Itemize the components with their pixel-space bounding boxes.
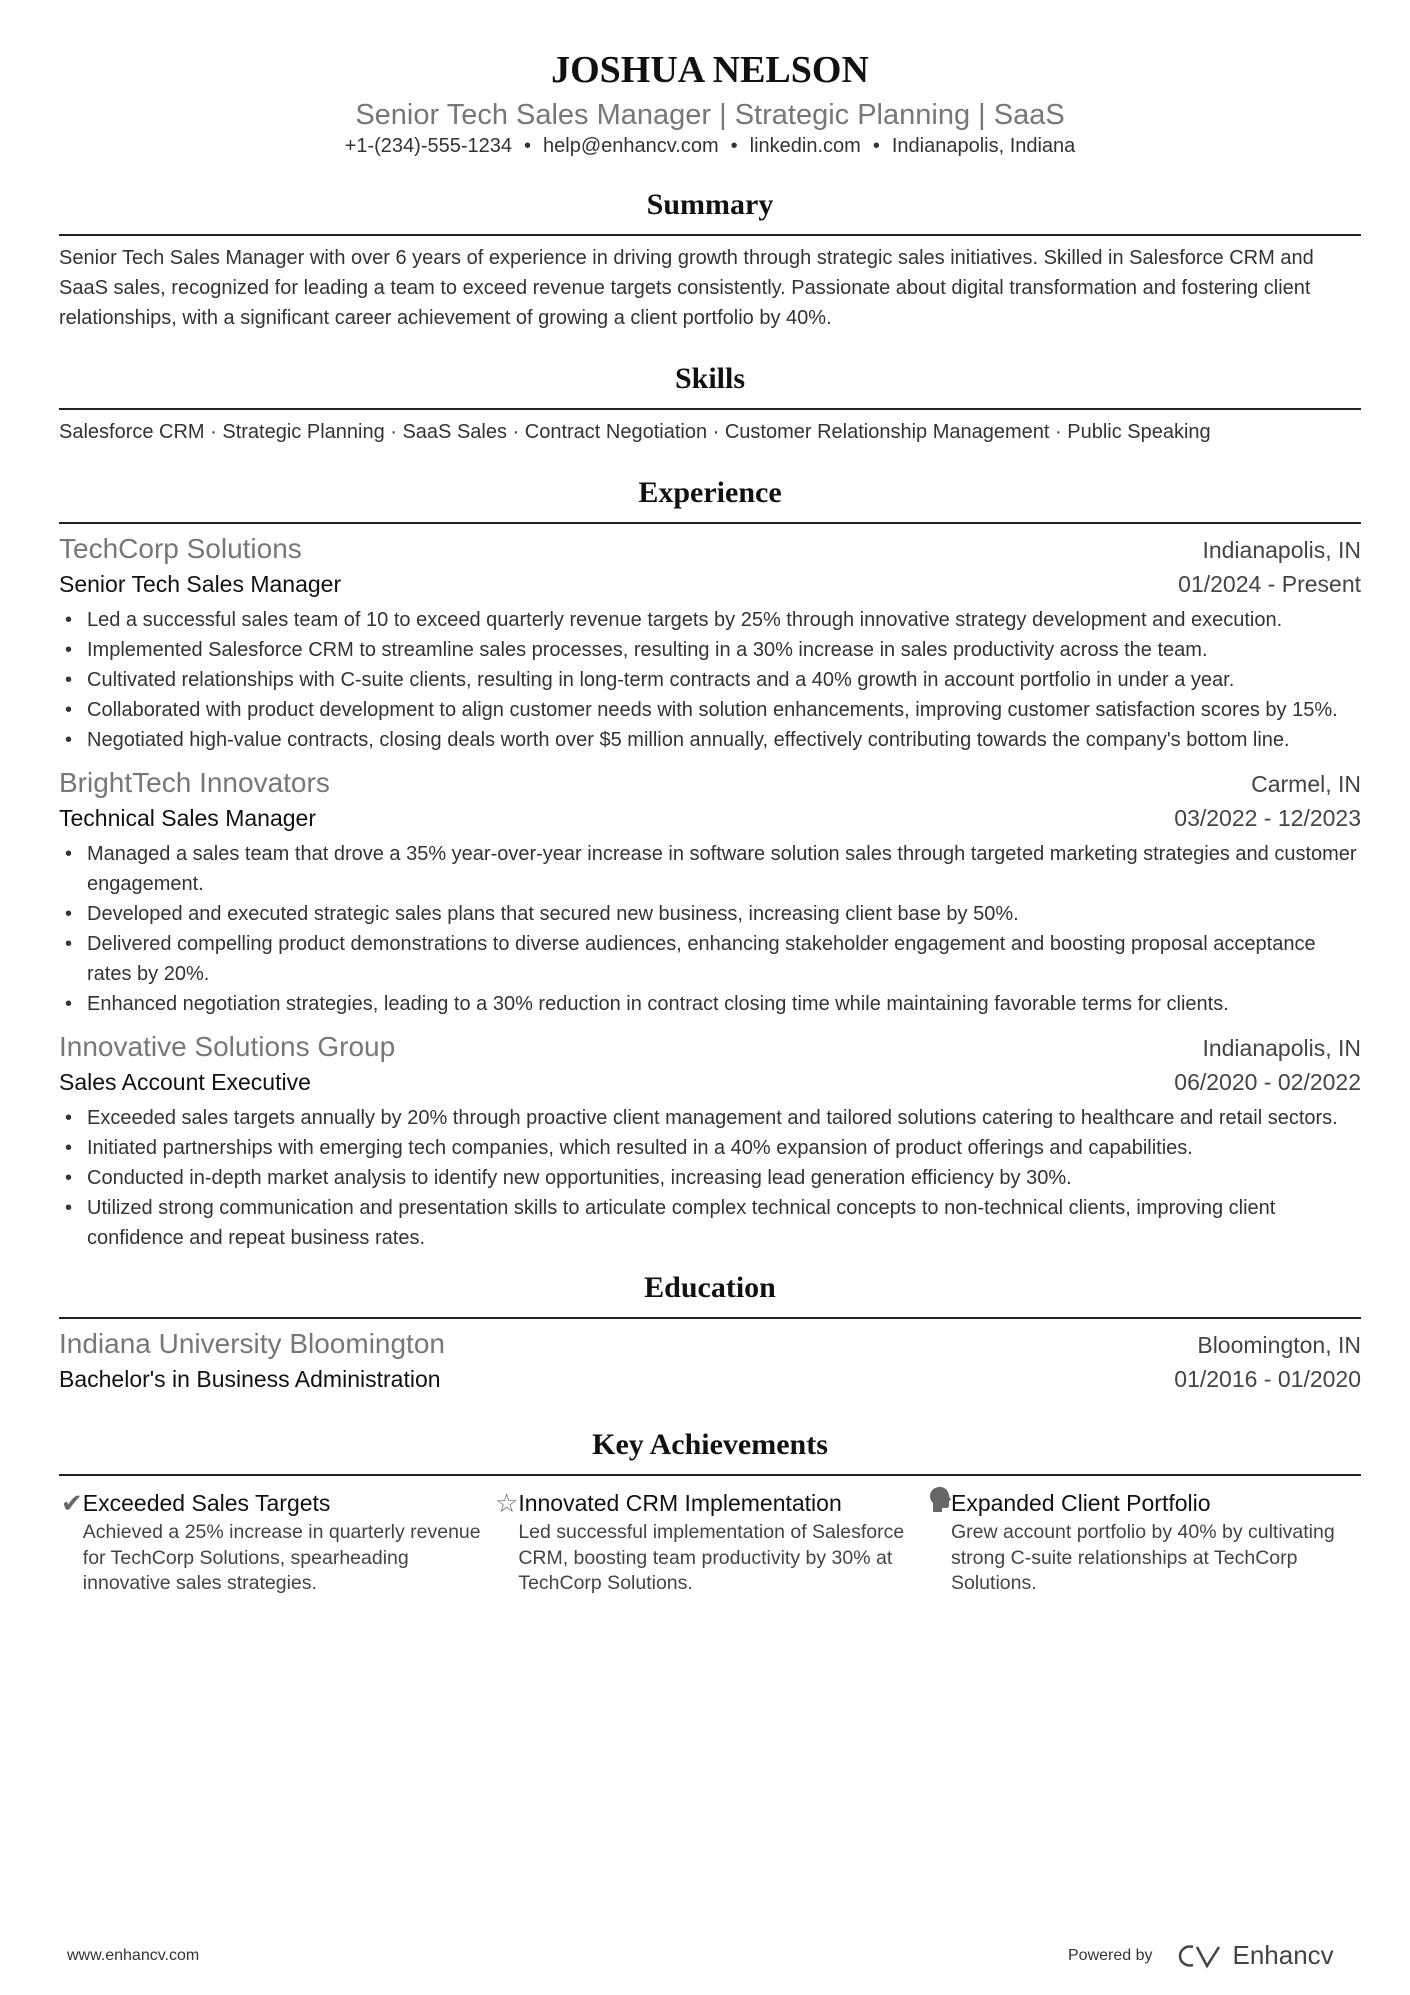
job-bullets [59,839,1361,1019]
location: Indianapolis, Indiana [891,135,1076,157]
candidate-name: JOSHUA NELSON [551,49,869,91]
job-bullet: • Delivered compelling product demonstrations to diverse audiences, enhancing stakeholder engagement and boosting proposal acceptance rates by 20%. [59,929,1361,989]
achievement-desc: Achieved a 25% increase in quarterly revenue for TechCorp Solutions, spearheading innovative sales strategies. [82,1521,481,1595]
enhancv-logo-icon [1177,1943,1223,1969]
job-bullet: • Conducted in-depth market analysis to identify new opportunities, increasing lead generation efficiency by 30%. [59,1163,1361,1193]
achievements-heading: Key Achievements [59,1426,1361,1476]
job-entry [59,1030,1361,1253]
job-entry [59,766,1361,1019]
job-bullet: • Cultivated relationships with C-suite clients, resulting in long-term contracts and a 40% growth in account portfolio in under a year. [59,665,1361,695]
job-role-row [59,803,1361,833]
job-bullet: • Exceeded sales targets annually by 20% through proactive client management and tailored solutions catering to healthcare and retail sectors. [59,1103,1361,1133]
job-bullet: • Negotiated high-value contracts, closing deals worth over $5 million annually, effectively contributing towards the company's bottom line. [59,725,1361,755]
company-name: TechCorp Solutions [59,533,302,564]
achievement-item [59,1486,493,1597]
job-header [59,532,1361,567]
skills-heading: Skills [59,360,1361,410]
education-dates: 01/2016 - 01/2020 [1174,1366,1361,1392]
job-bullet: • Developed and executed strategic sales plans that secured new business, increasing client base by 50%. [59,899,1361,929]
school-name: Indiana University Bloomington [59,1328,445,1359]
experience-heading: Experience [59,474,1361,524]
achievement-item [493,1486,927,1597]
job-location: Indianapolis, IN [1202,1035,1361,1061]
job-bullets [59,605,1361,755]
job-bullet: • Enhanced negotiation strategies, leading to a 30% reduction in contract closing time while maintaining favorable terms for clients. [59,989,1361,1019]
summary-heading: Summary [59,186,1361,236]
job-bullet: • Implemented Salesforce CRM to streamline sales processes, resulting in a 30% increase in sales productivity across the team. [59,635,1361,665]
powered-by-label: Powered by [1068,1946,1153,1964]
job-header [59,766,1361,801]
job-bullet: • Utilized strong communication and presentation skills to articulate complex technical concepts to non-technical clients, improving client confidence and repeat business rates. [59,1193,1361,1253]
job-bullet: • Collaborated with product development to align customer needs with solution enhancements, improving customer satisfaction scores by 15%. [59,695,1361,725]
education-heading: Education [59,1269,1361,1319]
job-dates: 06/2020 - 02/2022 [1174,1069,1361,1095]
job-dates: 03/2022 - 12/2023 [1174,805,1361,831]
job-role-row [59,569,1361,599]
job-location: Indianapolis, IN [1202,537,1361,563]
head-icon [927,1486,951,1597]
degree-row [59,1364,1361,1394]
job-title: Senior Tech Sales Manager [59,571,342,597]
job-header [59,1030,1361,1065]
job-title: Technical Sales Manager [59,805,316,831]
experience-list [59,532,1361,1253]
company-name: BrightTech Innovators [59,767,330,798]
job-location: Carmel, IN [1251,771,1361,797]
achievements-list [59,1486,1361,1597]
school-location: Bloomington, IN [1197,1332,1361,1358]
job-entry [59,532,1361,755]
job-bullet: • Managed a sales team that drove a 35% year-over-year increase in software solution sales through targeted marketing strategies and customer engagement. [59,839,1361,899]
check-icon: ✔ [61,1488,83,1518]
enhancv-logo[interactable] [1177,1940,1334,1971]
summary-text: Senior Tech Sales Manager with over 6 years of experience in driving growth through strategic sales initiatives. Skilled in Salesforce CRM and SaaS sales, recognized for leading a team to exceed revenue targets consistently. Passionate about digital transformation and fostering client relationships, with a significant career achievement of growing a client portfolio by 40%. [59,247,1314,329]
job-bullets [59,1103,1361,1253]
education-entry [59,1327,1361,1362]
job-role-row [59,1067,1361,1097]
job-dates: 01/2024 - Present [1178,571,1361,597]
headline: Senior Tech Sales Manager | Strategic Planning | SaaS [355,99,1065,131]
achievement-title: Expanded Client Portfolio [951,1490,1211,1516]
email-link[interactable]: help@enhancv.com [543,135,719,157]
phone: +1-(234)-555-1234 [344,135,513,157]
powered-by [1068,1940,1334,1971]
achievement-desc: Grew account portfolio by 40% by cultivating strong C-suite relationships at TechCorp Solutions. [951,1521,1335,1595]
job-title: Sales Account Executive [59,1069,311,1095]
star-icon: ☆ [495,1488,519,1518]
website-link[interactable]: www.enhancv.com [67,1947,200,1964]
achievement-item [927,1486,1361,1597]
contact-info: +1-(234)-555-1234 • help@enhancv.com • linkedin.com • Indianapolis, Indiana [344,135,1076,157]
company-name: Innovative Solutions Group [59,1031,396,1062]
linkedin-link[interactable]: linkedin.com [749,135,861,157]
achievement-title: Innovated CRM Implementation [518,1490,842,1516]
achievement-title: Exceeded Sales Targets [82,1490,331,1516]
job-bullet: • Led a successful sales team of 10 to exceed quarterly revenue targets by 25% through innovative strategy development and execution. [59,605,1361,635]
degree: Bachelor's in Business Administration [59,1366,441,1392]
job-bullet: • Initiated partnerships with emerging tech companies, which resulted in a 40% expansion of product offerings and capabilities. [59,1133,1361,1163]
brand-name: Enhancv [1232,1940,1334,1970]
skills-text: Salesforce CRM · Strategic Planning · SaaS Sales · Contract Negotiation · Customer Relationship Management · Public Speaking [59,421,1211,443]
achievement-desc: Led successful implementation of Salesforce CRM, boosting team productivity by 30% at TechCorp Solutions. [518,1521,905,1595]
